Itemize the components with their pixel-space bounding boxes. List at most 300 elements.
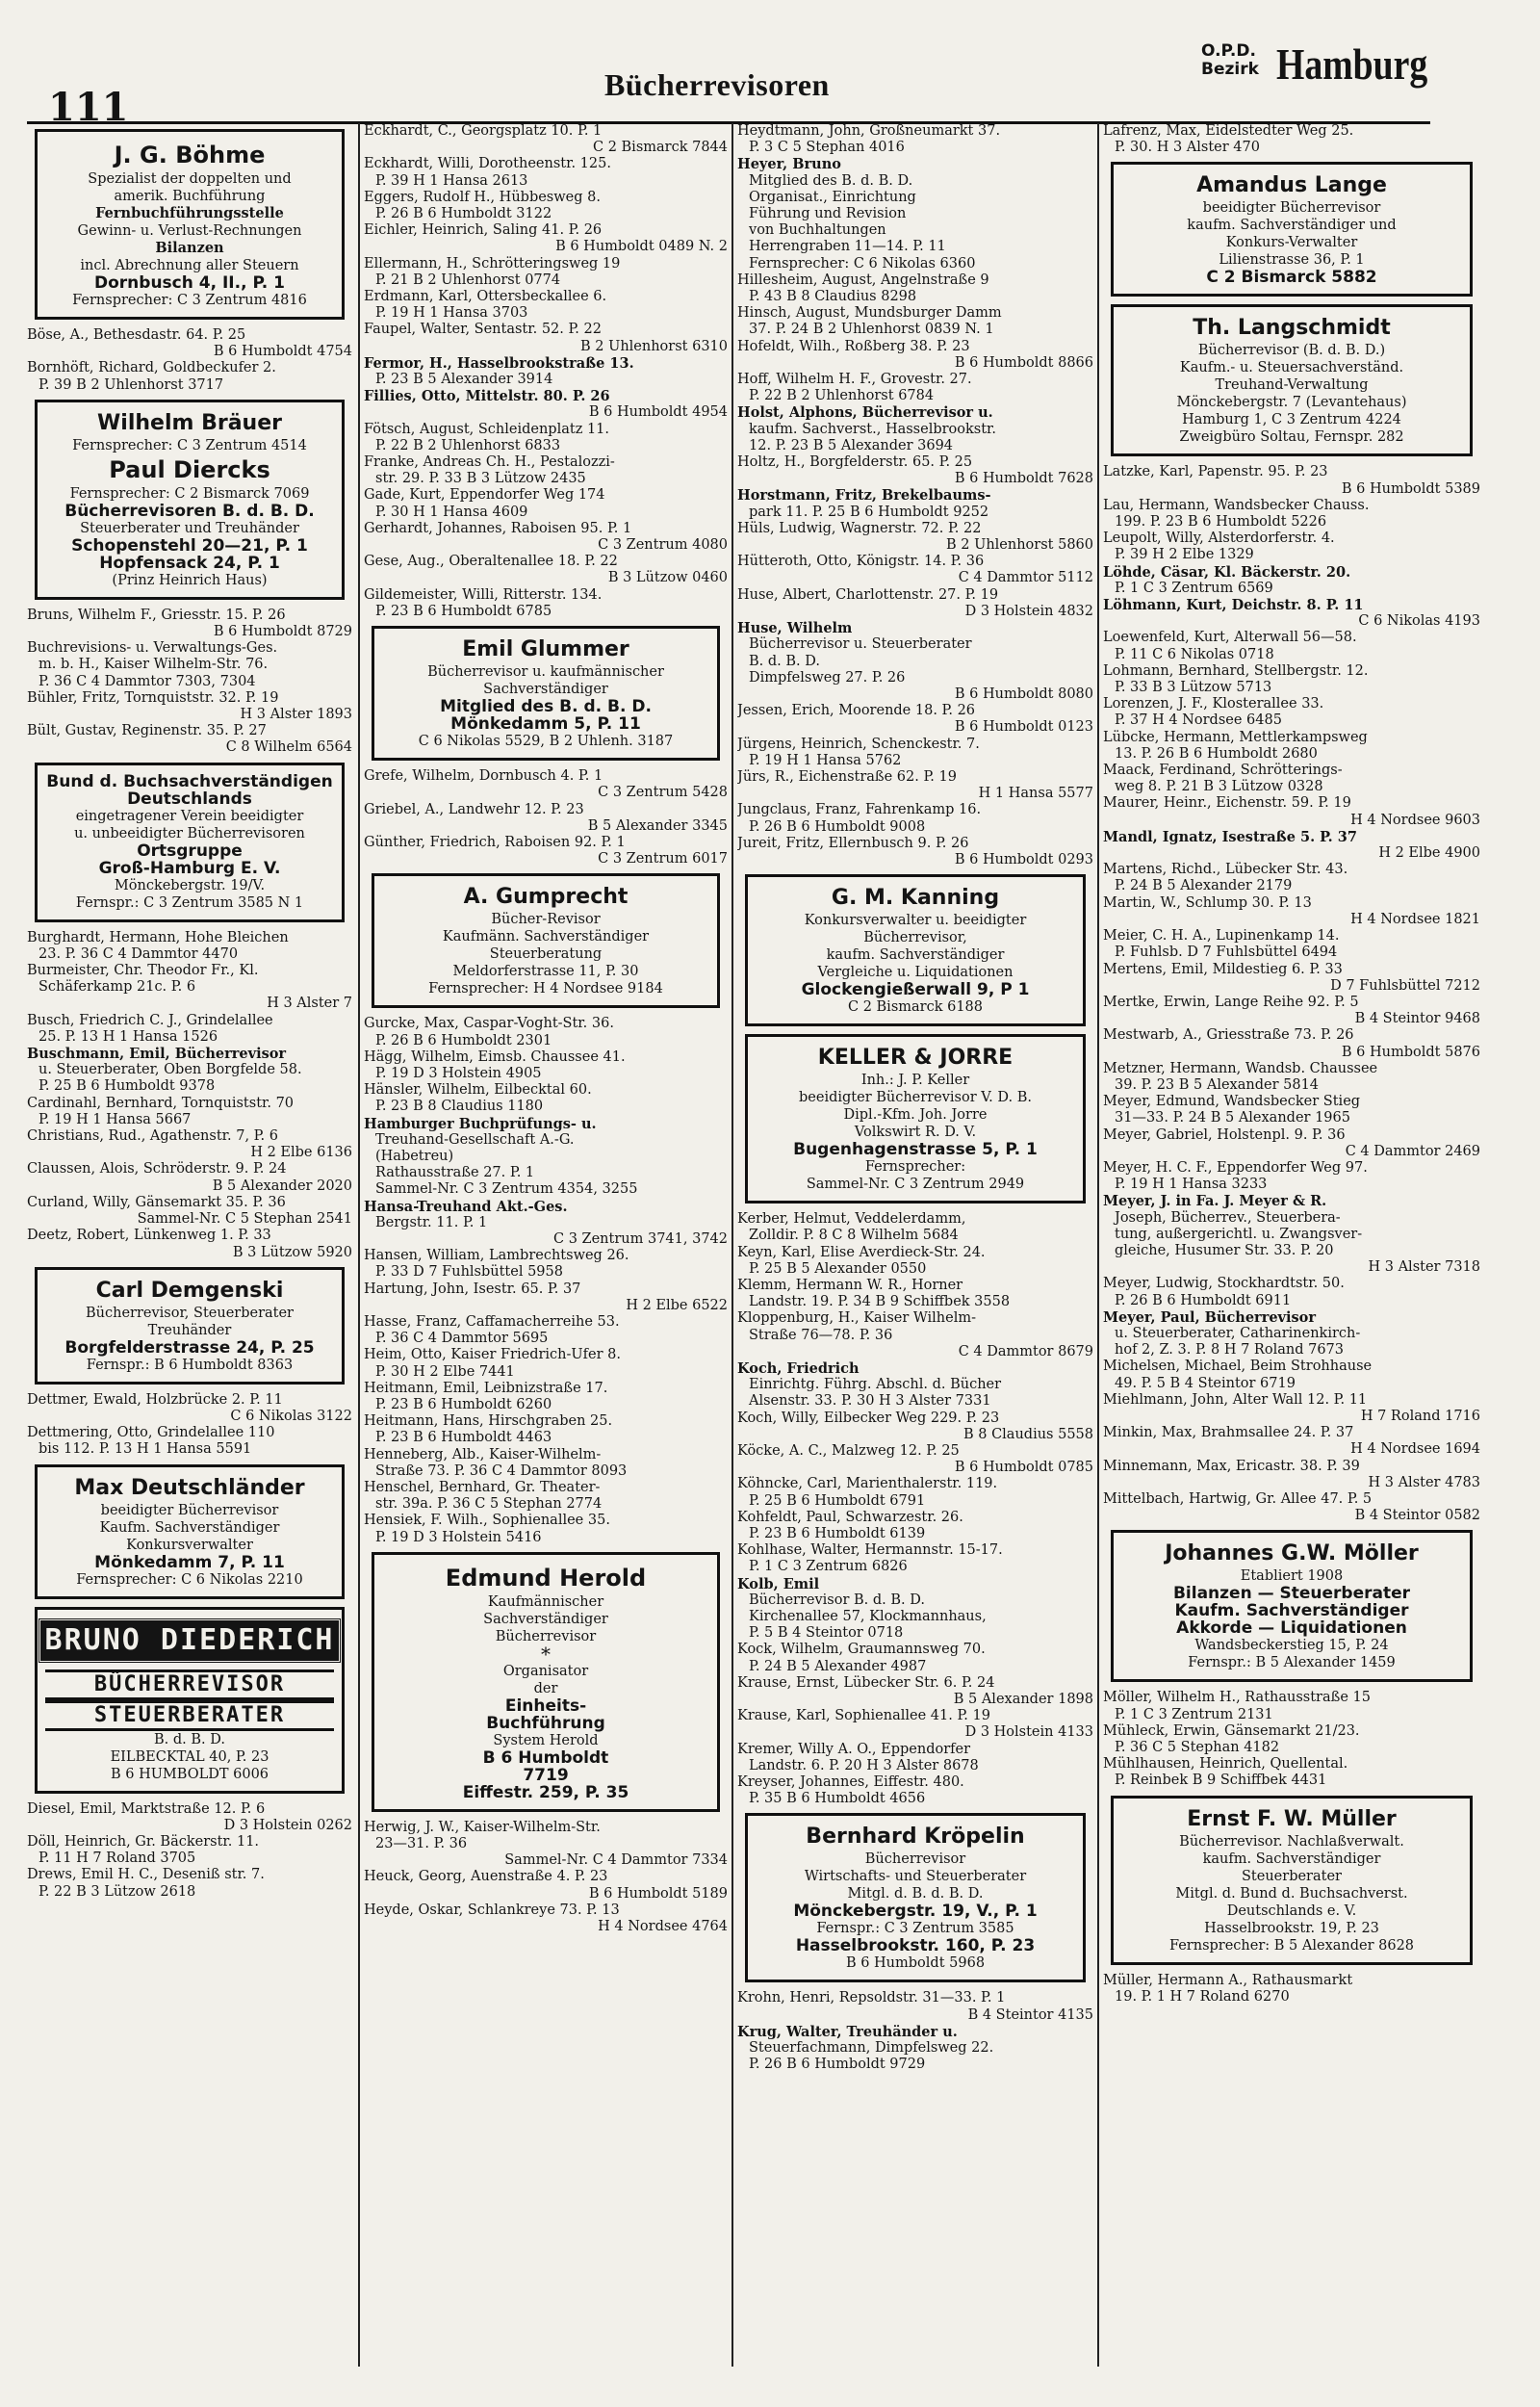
entry-detail-line: Treuhand-Gesellschaft A.-G. — [375, 1131, 575, 1148]
entry-name-line: Meyer, Paul, Bücherrevisor — [1103, 1308, 1316, 1326]
entry-detail-line: 23. P. 36 C 4 Dammtor 4470 — [38, 945, 239, 962]
entry-detail-line: weg 8. P. 21 B 3 Lützow 0328 — [1115, 779, 1323, 795]
ad-line: kaufm. Sachverständiger und — [1187, 218, 1397, 234]
entry-name-line: Hüls, Ludwig, Wagnerstr. 72. P. 22 — [737, 520, 982, 536]
column-divider — [358, 123, 360, 2367]
directory-entry — [1103, 928, 1480, 961]
entry-detail-line: C 6 Nikolas 4193 — [1358, 613, 1480, 630]
advertisement-box — [1111, 304, 1473, 456]
ad-title: KELLER & JORRE — [817, 1046, 1014, 1071]
entry-name-line: Keyn, Karl, Elise Averdieck-Str. 24. — [737, 1244, 986, 1260]
entry-detail-line: Bergstr. 11. P. 1 — [375, 1214, 488, 1230]
directory-entry — [1103, 464, 1480, 497]
entry-name-line: Eckhardt, C., Georgsplatz 10. P. 1 — [364, 123, 603, 139]
entry-name-line: Hinsch, August, Mundsburger Damm — [737, 305, 1002, 322]
directory-entry — [1103, 730, 1480, 763]
entry-name-line: Henschel, Bernhard, Gr. Theater- — [364, 1480, 601, 1495]
ad-line: System Herold — [493, 1732, 599, 1748]
ad-line: Eiffestr. 259, P. 35 — [462, 1783, 629, 1801]
ad-line: beeidigter Bücherrevisor V. D. B. — [799, 1090, 1032, 1106]
ad-line: Kaufmänn. Sachverständiger — [442, 929, 650, 945]
entry-name-line: Heitmann, Hans, Hirschgraben 25. — [364, 1413, 613, 1430]
ad-line: Einheits- — [504, 1696, 587, 1715]
entry-detail-line: P. 19 H 1 Hansa 5762 — [749, 752, 902, 768]
entry-name-line: Kerber, Helmut, Veddelerdamm, — [737, 1211, 966, 1228]
ad-line: Hopfensack 24, P. 1 — [99, 554, 280, 572]
entry-detail-line: Mitglied des B. d. B. D. — [749, 172, 913, 189]
entry-detail-line: 25. P. 13 H 1 Hansa 1526 — [38, 1028, 218, 1045]
advertisement-box — [35, 1267, 345, 1385]
directory-entry — [737, 156, 1093, 272]
entry-name-line: Hamburger Buchprüfungs- u. — [364, 1115, 597, 1132]
ad-line: Mönkedamm 7, P. 11 — [94, 1553, 285, 1571]
directory-entry — [364, 156, 728, 189]
entry-detail-line: P. 11 H 7 Roland 3705 — [38, 1851, 196, 1867]
entry-detail-line: 39. P. 23 B 5 Alexander 5814 — [1115, 1076, 1320, 1093]
directory-entry — [1103, 962, 1480, 995]
ad-title: Carl Demgenski — [95, 1278, 284, 1303]
entry-detail-line: 19. P. 1 H 7 Roland 6270 — [1115, 1988, 1290, 2005]
entry-name-line: Grefe, Wilhelm, Dornbusch 4. P. 1 — [364, 768, 603, 785]
advertisement-box — [35, 1464, 345, 1599]
entry-name-line: Hütteroth, Otto, Königstr. 14. P. 36 — [737, 554, 985, 570]
entry-name-line: Miehlmann, John, Alter Wall 12. P. 11 — [1103, 1391, 1368, 1408]
directory-entry — [364, 1116, 728, 1199]
entry-detail-line: B 6 Humboldt 5389 — [1341, 480, 1480, 497]
directory-entry — [27, 1392, 352, 1425]
entry-name-line: Maack, Ferdinand, Schrötterings- — [1103, 763, 1343, 779]
ad-line: Buchführung — [486, 1714, 605, 1732]
directory-entry — [737, 620, 1093, 703]
directory-entry — [737, 1642, 1093, 1674]
ad-line: der — [533, 1680, 558, 1696]
advertisement-box — [35, 1607, 345, 1794]
entry-detail-line: P. 33 D 7 Fuhlsbüttel 5958 — [375, 1264, 563, 1281]
ad-line: Bücherrevisor u. kaufmännischer — [427, 664, 664, 681]
entry-name-line: Huse, Albert, Charlottenstr. 27. P. 19 — [737, 586, 999, 603]
directory-entry — [737, 1360, 1093, 1411]
entry-detail-line: H 3 Alster 1893 — [240, 707, 352, 723]
ad-line: Spezialist der doppelten und — [88, 171, 292, 187]
directory-entry — [364, 1016, 728, 1048]
entry-name-line: Loewenfeld, Kurt, Alterwall 56—58. — [1103, 630, 1357, 646]
ad-line: Fernspr.: C 3 Zentrum 3585 — [816, 1921, 1014, 1937]
entry-name-line: Holst, Alphons, Bücherrevisor u. — [737, 404, 993, 422]
directory-entry — [364, 190, 728, 222]
entry-detail-line: P. 33 B 3 Lützow 5713 — [1115, 680, 1272, 696]
entry-detail-line: B 2 Uhlenhorst 5860 — [946, 537, 1093, 554]
ad-line: Bücherrevisor, Steuerberater — [85, 1305, 294, 1321]
entry-detail-line: (Habetreu) — [375, 1148, 454, 1164]
directory-entry — [737, 554, 1093, 586]
entry-name-line: Meyer, Gabriel, Holstenpl. 9. P. 36 — [1103, 1126, 1346, 1143]
directory-entry — [1103, 1723, 1480, 1756]
entry-name-line: Löhde, Cäsar, Kl. Bäckerstr. 20. — [1103, 563, 1351, 581]
directory-entry — [1103, 1094, 1480, 1126]
entry-name-line: Meyer, J. in Fa. J. Meyer & R. — [1103, 1193, 1327, 1210]
entry-detail-line: P. 26 B 6 Humboldt 9729 — [749, 2057, 926, 2073]
entry-name-line: Latzke, Karl, Papenstr. 95. P. 23 — [1103, 464, 1328, 480]
directory-entry — [737, 123, 1093, 156]
entry-detail-line: B 2 Uhlenhorst 6310 — [580, 338, 728, 354]
ad-line: Deutschlands — [127, 789, 252, 808]
entry-name-line: Heydtmann, John, Großneumarkt 37. — [737, 123, 1001, 139]
entry-detail-line: D 3 Holstein 4832 — [964, 603, 1093, 619]
entry-name-line: Buchrevisions- u. Verwaltungs-Ges. — [27, 640, 278, 657]
entry-detail-line: P. 23 B 6 Humboldt 6139 — [749, 1526, 926, 1541]
entry-detail-line: 12. P. 23 B 5 Alexander 3694 — [749, 437, 954, 453]
directory-entry — [737, 339, 1093, 372]
entry-name-line: Hensiek, F. Wilh., Sophienallee 35. — [364, 1513, 610, 1529]
directory-entry — [364, 802, 728, 835]
directory-entry — [1103, 1027, 1480, 1060]
entry-detail-line: park 11. P. 25 B 6 Humboldt 9252 — [749, 504, 989, 520]
ad-line: Kaufm. Sachverständiger — [99, 1519, 280, 1536]
entry-detail-line: B 3 Lützow 5920 — [232, 1244, 352, 1260]
entry-detail-line: str. 29. P. 33 B 3 Lützow 2435 — [375, 471, 586, 487]
entry-detail-line: P. 39 H 1 Hansa 2613 — [375, 172, 528, 189]
entry-name-line: Hägg, Wilhelm, Eimsb. Chaussee 41. — [364, 1048, 626, 1065]
directory-entry — [1103, 498, 1480, 531]
entry-detail-line: B 4 Steintor 0582 — [1354, 1508, 1480, 1524]
entry-detail-line: B 5 Alexander 1898 — [953, 1692, 1093, 1708]
directory-entry — [27, 360, 352, 393]
ad-title: G. M. Kanning — [831, 886, 1000, 911]
entry-detail-line: Organisat., Einrichtung — [749, 189, 916, 205]
entry-name-line: Bruns, Wilhelm F., Griesstr. 15. P. 26 — [27, 607, 286, 623]
ad-line: u. unbeeidigter Bücherrevisoren — [74, 825, 305, 841]
ad-line: Mönckebergstr. 7 (Levantehaus) — [1176, 395, 1407, 411]
directory-entry — [737, 272, 1093, 305]
entry-name-line: Hoff, Wilhelm H. F., Grovestr. 27. — [737, 372, 972, 388]
entry-name-line: Heuck, Georg, Auenstraße 4. P. 23 — [364, 1869, 608, 1885]
directory-entry — [1103, 862, 1480, 894]
entry-detail-line: C 3 Zentrum 5428 — [598, 785, 728, 801]
ad-line: C 6 Nikolas 5529, B 2 Uhlenh. 3187 — [418, 734, 674, 750]
entry-detail-line: D 3 Holstein 4133 — [964, 1724, 1093, 1741]
ad-line: Deutschlands e. V. — [1226, 1902, 1357, 1919]
directory-entry — [364, 1381, 728, 1413]
ad-line: incl. Abrechnung aller Steuern — [80, 258, 299, 273]
entry-detail-line: Herrengraben 11—14. P. 11 — [749, 239, 946, 255]
entry-name-line: Meyer, H. C. F., Eppendorfer Weg 97. — [1103, 1159, 1368, 1176]
directory-entry — [27, 1128, 352, 1161]
ad-line: Organisator — [502, 1663, 589, 1679]
ad-title: Max Deutschländer — [74, 1475, 305, 1500]
directory-entry — [27, 1046, 352, 1096]
advertisement-box — [35, 763, 345, 922]
entry-name-line: Mittelbach, Hartwig, Gr. Allee 47. P. 5 — [1103, 1491, 1373, 1507]
entry-detail-line: P. 19 D 3 Holstein 4905 — [375, 1065, 542, 1081]
entry-name-line: Hillesheim, August, Angelnstraße 9 — [737, 272, 989, 288]
directory-entry — [27, 963, 352, 1013]
ad-line: Konkurs-Verwalter — [1225, 235, 1358, 251]
directory-entry — [737, 1675, 1093, 1708]
entry-detail-line: P. 24 B 5 Alexander 4987 — [749, 1658, 927, 1674]
advertisement-box — [35, 129, 345, 320]
entry-name-line: Heitmann, Emil, Leibnizstraße 17. — [364, 1380, 608, 1396]
advertisement-box — [372, 1552, 720, 1812]
entry-name-line: Faupel, Walter, Sentastr. 52. P. 22 — [364, 322, 602, 338]
directory-entry — [737, 1774, 1093, 1807]
ad-line: kaufm. Sachverständiger — [826, 947, 1005, 964]
ad-line: Bücherrevisoren B. d. B. D. — [64, 502, 315, 520]
entry-detail-line: gleiche, Husumer Str. 33. P. 20 — [1115, 1242, 1334, 1258]
directory-entry — [737, 1542, 1093, 1575]
directory-entry — [1103, 1160, 1480, 1193]
directory-entry — [364, 521, 728, 554]
directory-entry — [737, 1211, 1093, 1244]
entry-name-line: Lübcke, Hermann, Mettlerkampsweg — [1103, 729, 1368, 745]
entry-name-line: Horstmann, Fritz, Brekelbaums- — [737, 487, 991, 505]
ad-line: Fernsprecher: C 2 Bismarck 7069 — [69, 485, 310, 502]
ad-line: Hamburg 1, C 3 Zentrum 4224 — [1182, 412, 1401, 428]
ad-title: Emil Glummer — [462, 637, 629, 662]
directory-entry — [27, 327, 352, 360]
entry-name-line: Burghardt, Hermann, Hohe Bleichen — [27, 929, 289, 945]
directory-entry — [364, 289, 728, 322]
entry-detail-line: P. 25 B 6 Humboldt 6791 — [749, 1492, 926, 1509]
directory-entry — [737, 1990, 1093, 2023]
entry-name-line: Heim, Otto, Kaiser Friedrich-Ufer 8. — [364, 1347, 621, 1363]
directory-entry — [364, 487, 728, 520]
entry-detail-line: P. 11 C 6 Nikolas 0718 — [1115, 646, 1274, 662]
ad-line: (Prinz Heinrich Haus) — [112, 572, 268, 588]
entry-name-line: Kreyser, Johannes, Eiffestr. 480. — [737, 1774, 964, 1791]
entry-name-line: Cardinahl, Bernhard, Tornquiststr. 70 — [27, 1095, 295, 1111]
directory-entry — [364, 355, 728, 388]
ad-line: BÜCHERREVISOR — [45, 1669, 334, 1700]
entry-detail-line: m. b. H., Kaiser Wilhelm-Str. 76. — [38, 657, 269, 673]
entry-name-line: Klemm, Hermann W. R., Horner — [737, 1277, 963, 1293]
entry-detail-line: P. 25 B 6 Humboldt 9378 — [38, 1078, 216, 1095]
ad-line: Sachverständiger — [483, 682, 608, 698]
advertisement-box — [1111, 162, 1473, 297]
entry-name-line: Burmeister, Chr. Theodor Fr., Kl. — [27, 963, 259, 979]
entry-detail-line: P. 21 B 2 Uhlenhorst 0774 — [375, 272, 561, 288]
entry-detail-line: P. 1 C 3 Zentrum 6569 — [1115, 580, 1273, 596]
entry-detail-line: P. 26 B 6 Humboldt 3122 — [375, 206, 552, 222]
ad-line: Lilienstrasse 36, P. 1 — [1219, 252, 1365, 269]
entry-name-line: Drews, Emil H. C., Deseniß str. 7. — [27, 1867, 265, 1883]
directory-entry — [364, 1281, 728, 1314]
entry-detail-line: D 7 Fuhlsbüttel 7212 — [1330, 977, 1480, 994]
directory-entry — [737, 1576, 1093, 1643]
ad-line: Kaufmännischer — [487, 1593, 604, 1610]
entry-detail-line: P. 3 C 5 Stephan 4016 — [749, 140, 905, 156]
ad-line: beeidigter Bücherrevisor — [1202, 200, 1381, 217]
entry-detail-line: B 5 Alexander 2020 — [212, 1178, 352, 1194]
entry-name-line: Gildemeister, Willi, Ritterstr. 134. — [364, 586, 603, 603]
directory-entry — [364, 1869, 728, 1902]
directory-entry — [27, 1096, 352, 1128]
entry-detail-line: C 6 Nikolas 3122 — [230, 1408, 352, 1424]
directory-entry — [27, 723, 352, 756]
directory-entry — [1103, 1459, 1480, 1491]
directory-entry — [364, 322, 728, 354]
entry-detail-line: P. 19 H 1 Hansa 5667 — [38, 1111, 192, 1127]
directory-entry — [27, 1228, 352, 1260]
entry-detail-line: B 6 Humboldt 4954 — [588, 404, 728, 421]
ad-line: Bücherrevisor — [864, 1851, 966, 1868]
directory-entry — [737, 521, 1093, 554]
directory-entry — [737, 1476, 1093, 1509]
entry-name-line: Buschmann, Emil, Bücherrevisor — [27, 1046, 287, 1063]
entry-detail-line: H 4 Nordsee 1821 — [1350, 911, 1480, 927]
entry-detail-line: H 4 Nordsee 4764 — [598, 1919, 728, 1935]
directory-entry — [1103, 895, 1480, 928]
entry-name-line: Claussen, Alois, Schröderstr. 9. P. 24 — [27, 1161, 287, 1178]
ad-line: Bugenhagenstrasse 5, P. 1 — [793, 1141, 1038, 1159]
ad-line: B 6 HUMBOLDT 6006 — [110, 1766, 270, 1782]
entry-name-line: Köhncke, Carl, Marienthalerstr. 119. — [737, 1476, 998, 1492]
entry-name-line: Kloppenburg, H., Kaiser Wilhelm- — [737, 1310, 977, 1327]
ad-line: Fernsprecher: C 3 Zentrum 4816 — [72, 293, 307, 308]
entry-name-line: Meyer, Ludwig, Stockhardtstr. 50. — [1103, 1276, 1345, 1292]
ad-line: Bilanzen — Steuerberater — [1172, 1585, 1411, 1603]
ad-line: Bücher-Revisor — [491, 912, 601, 928]
advertisement-box — [1111, 1530, 1473, 1682]
entry-detail-line: P. 24 B 5 Alexander 2179 — [1115, 878, 1293, 894]
entry-name-line: Deetz, Robert, Lünkenweg 1. P. 33 — [27, 1228, 271, 1244]
directory-entry — [1103, 1061, 1480, 1094]
entry-name-line: Erdmann, Karl, Ottersbeckallee 6. — [364, 289, 607, 305]
ad-line: 7719 — [523, 1766, 569, 1784]
entry-detail-line: Joseph, Bücherrev., Steuerbera- — [1115, 1209, 1341, 1226]
entry-detail-line: P. Reinbek B 9 Schiffbek 4431 — [1115, 1773, 1327, 1789]
ad-line: Sachverständiger — [483, 1611, 608, 1627]
ad-line: C 2 Bismarck 6188 — [847, 999, 983, 1016]
entry-detail-line: C 3 Zentrum 6017 — [598, 851, 728, 867]
ad-line: Steuerberatung — [489, 946, 603, 963]
directory-entry — [737, 769, 1093, 802]
directory-entry — [364, 1049, 728, 1082]
entry-name-line: Henneberg, Alb., Kaiser-Wilhelm- — [364, 1446, 602, 1462]
advertisement-box — [745, 874, 1086, 1026]
entry-name-line: Bühler, Fritz, Tornquiststr. 32. P. 19 — [27, 689, 279, 706]
directory-entry — [27, 608, 352, 640]
entry-name-line: Jessen, Erich, Moorende 18. P. 26 — [737, 703, 976, 719]
directory-entry — [364, 422, 728, 454]
entry-detail-line: P. 36 C 5 Stephan 4182 — [1115, 1740, 1280, 1756]
opd-text: O.P.D. — [1201, 41, 1256, 61]
ad-line: Schopenstehl 20—21, P. 1 — [71, 536, 308, 555]
entry-name-line: Gerhardt, Johannes, Raboisen 95. P. 1 — [364, 520, 632, 536]
entry-detail-line: Bücherrevisor B. d. B. D. — [749, 1592, 925, 1608]
entry-name-line: Curland, Willy, Gänsemarkt 35. P. 36 — [27, 1194, 286, 1210]
entry-detail-line: B 6 Humboldt 0489 N. 2 — [555, 239, 728, 255]
ad-line: Treuhänder — [147, 1322, 232, 1338]
directory-entry — [1103, 1756, 1480, 1789]
column-1 — [27, 123, 352, 2376]
entry-detail-line: Schäferkamp 21c. P. 6 — [38, 979, 196, 996]
entry-name-line: Hansa-Treuhand Akt.-Ges. — [364, 1198, 568, 1215]
ad-line: Fernsprecher: C 3 Zentrum 4514 — [72, 437, 307, 453]
directory-entry — [737, 1310, 1093, 1360]
ad-line: Bücherrevisor, — [863, 930, 967, 946]
entry-detail-line: Straße 73. P. 36 C 4 Dammtor 8093 — [375, 1462, 628, 1479]
ad-line: Mitgl. d. Bund d. Buchsachverst. — [1175, 1885, 1408, 1902]
entry-detail-line: P. 23 B 5 Alexander 3914 — [375, 372, 553, 388]
entry-detail-line: P. 39 H 2 Elbe 1329 — [1115, 547, 1254, 563]
entry-name-line: Löhmann, Kurt, Deichstr. 8. P. 11 — [1103, 597, 1364, 614]
ad-title: Edmund Herold — [445, 1564, 647, 1592]
ad-line: STEUERBERATER — [45, 1700, 334, 1731]
column-divider — [1097, 123, 1099, 2367]
entry-name-line: Krug, Walter, Treuhänder u. — [737, 2023, 958, 2040]
ad-line: Fernsprecher: H 4 Nordsee 9184 — [428, 981, 663, 997]
ad-line: Konkursverwalter — [126, 1537, 253, 1553]
entry-name-line: Minnemann, Max, Ericastr. 38. P. 39 — [1103, 1458, 1360, 1474]
directory-entry — [1103, 1973, 1480, 2006]
advertisement-box — [745, 1034, 1086, 1204]
entry-detail-line: P. 23 B 6 Humboldt 4463 — [375, 1430, 552, 1446]
entry-detail-line: P. 36 C 4 Dammtor 5695 — [375, 1331, 549, 1347]
directory-entry — [27, 930, 352, 963]
ad-line: * — [541, 1644, 551, 1663]
advertisement-box — [372, 626, 720, 761]
entry-detail-line: P. Fuhlsb. D 7 Fuhlsbüttel 6494 — [1115, 945, 1338, 961]
ad-title: Bernhard Kröpelin — [806, 1825, 1025, 1850]
directory-entry — [364, 554, 728, 586]
ad-line: Inh.: J. P. Keller — [860, 1073, 970, 1089]
entry-name-line: Herwig, J. W., Kaiser-Wilhelm-Str. — [364, 1819, 601, 1835]
ad-line: Hasselbrookstr. 19, P. 23 — [1204, 1920, 1379, 1936]
entry-detail-line: Rathausstraße 27. P. 1 — [375, 1165, 535, 1181]
directory-entry — [364, 1248, 728, 1281]
entry-name-line: Griebel, A., Landwehr 12. P. 23 — [364, 801, 584, 817]
directory-entry — [737, 372, 1093, 404]
directory-entry — [1103, 995, 1480, 1027]
entry-detail-line: P. 26 B 6 Humboldt 2301 — [375, 1032, 552, 1048]
entry-detail-line: u. Steuerberater, Catharinenkirch- — [1115, 1325, 1361, 1341]
entry-detail-line: P. 30. H 3 Alster 470 — [1115, 140, 1260, 156]
ad-line: EILBECKTAL 40, P. 23 — [110, 1748, 270, 1765]
entry-name-line: Franke, Andreas Ch. H., Pestalozzi- — [364, 454, 615, 471]
entry-detail-line: P. 23 B 6 Humboldt 6785 — [375, 603, 552, 619]
entry-name-line: Jureit, Fritz, Ellernbusch 9. P. 26 — [737, 835, 969, 851]
entry-name-line: Hänsler, Wilhelm, Eilbecktal 60. — [364, 1082, 592, 1099]
entry-detail-line: B 4 Steintor 4135 — [967, 2006, 1093, 2023]
entry-detail-line: B 6 Humboldt 5876 — [1341, 1044, 1480, 1060]
ad-line: Bücherrevisor — [495, 1628, 597, 1644]
entry-detail-line: B 6 Humboldt 8080 — [954, 686, 1093, 702]
directory-entry — [364, 256, 728, 289]
entry-name-line: Bornhöft, Richard, Goldbeckufer 2. — [27, 360, 276, 376]
directory-entry — [364, 1314, 728, 1347]
entry-name-line: Krause, Ernst, Lübecker Str. 6. P. 24 — [737, 1674, 995, 1691]
entry-detail-line: kaufm. Sachverst., Hasselbrookstr. — [749, 421, 997, 437]
entry-detail-line: P. 22 B 2 Uhlenhorst 6833 — [375, 437, 561, 453]
directory-entry — [737, 1708, 1093, 1741]
entry-name-line: Martens, Richd., Lübecker Str. 43. — [1103, 862, 1348, 878]
page-number: 111 — [48, 85, 129, 130]
entry-name-line: Martin, W., Schlump 30. P. 13 — [1103, 894, 1312, 911]
directory-entry — [1103, 1309, 1480, 1359]
directory-entry — [737, 487, 1093, 520]
entry-detail-line: Sammel-Nr. C 3 Zentrum 4354, 3255 — [375, 1181, 638, 1198]
entry-detail-line: P. 1 C 3 Zentrum 6826 — [749, 1559, 908, 1575]
ad-line: Konkursverwalter u. beeidigter — [804, 913, 1027, 929]
ad-title: BRUNO DIEDERICH — [38, 1618, 342, 1664]
ad-line: Steuerberater und Treuhänder — [80, 520, 299, 536]
ad-line: Mitglied des B. d. B. D. — [440, 698, 652, 716]
directory-entry — [364, 835, 728, 867]
entry-detail-line: B 6 Humboldt 4754 — [213, 344, 352, 360]
entry-detail-line: tung, außergerichtl. u. Zwangsver- — [1115, 1226, 1363, 1242]
column-2 — [364, 123, 728, 2376]
bezirk-text: Bezirk — [1201, 60, 1259, 79]
